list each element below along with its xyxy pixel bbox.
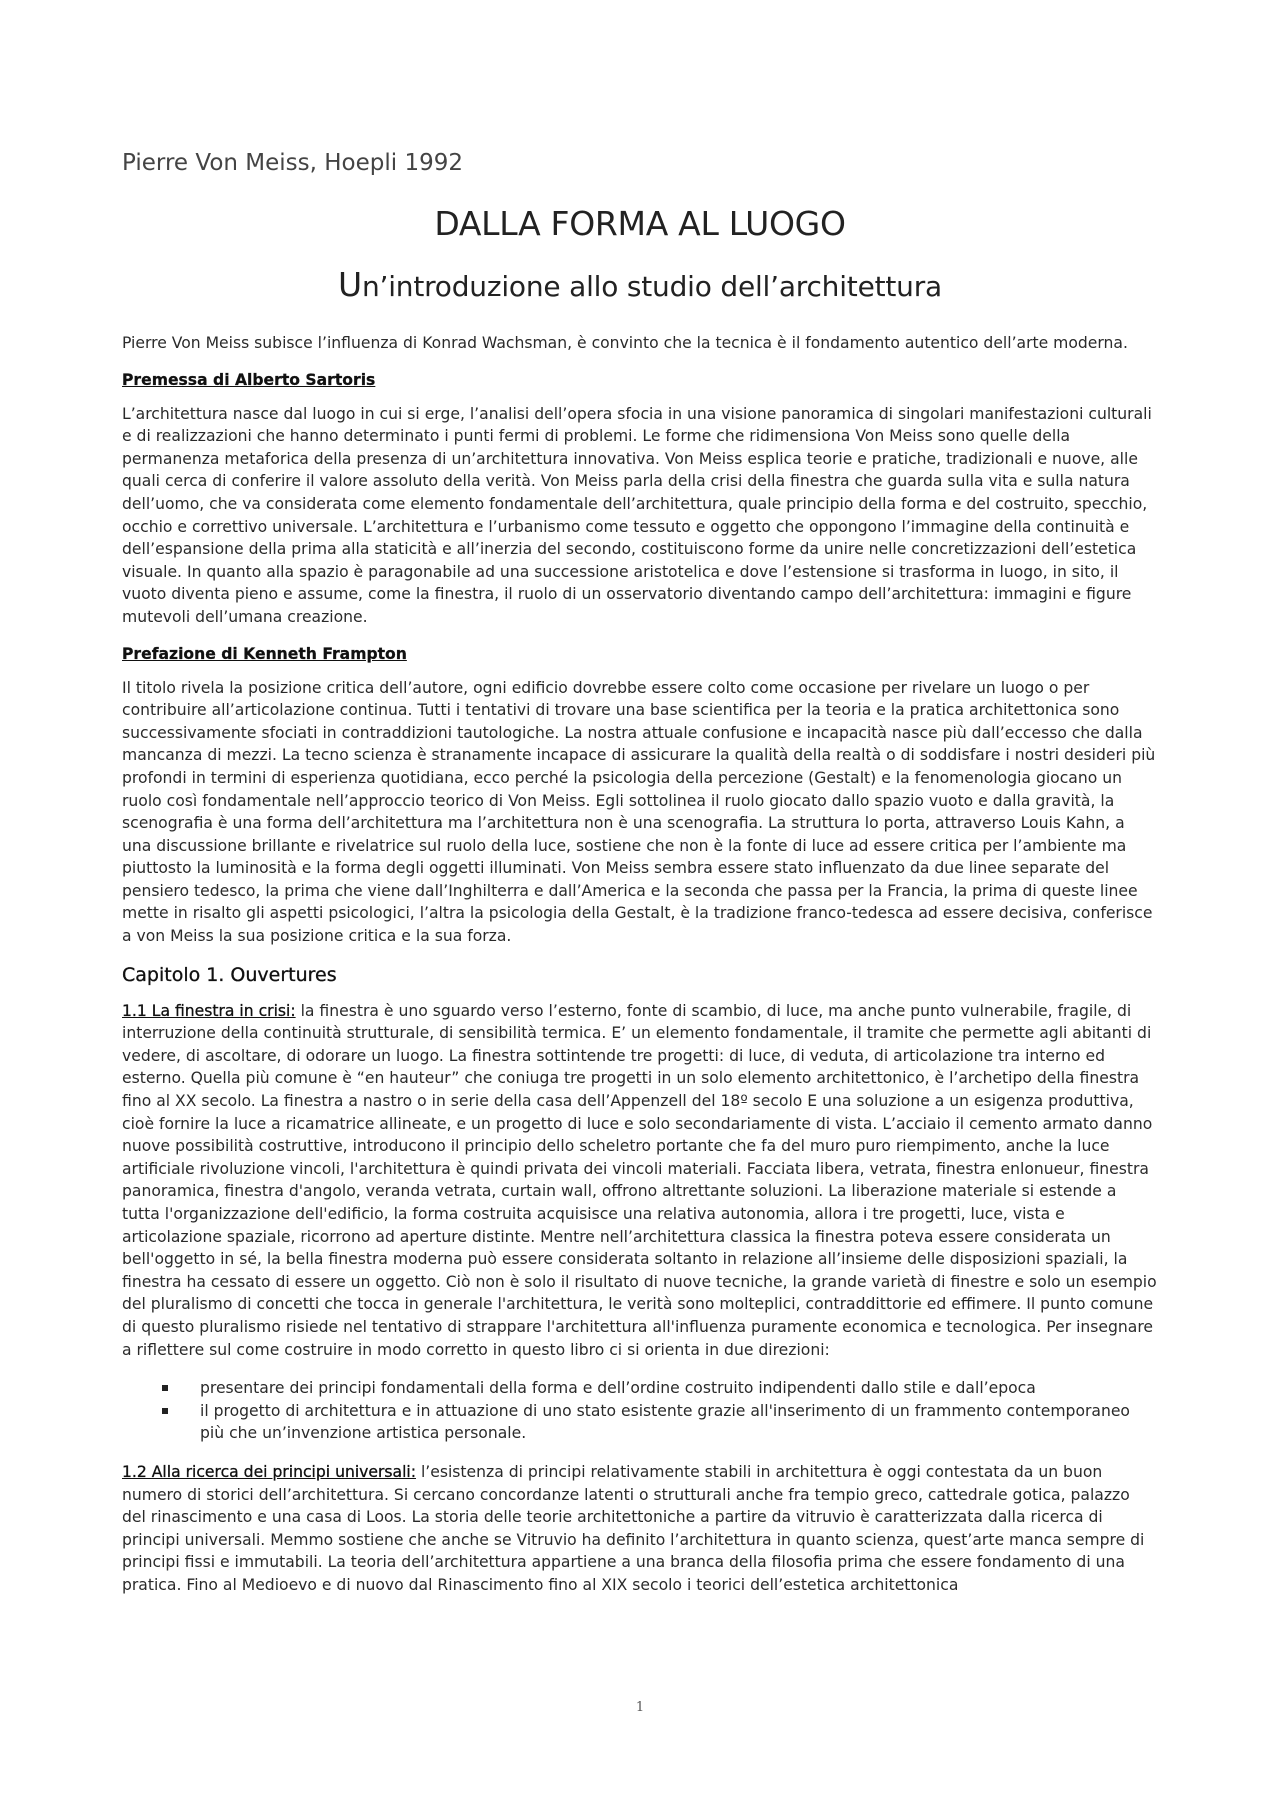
- bullet-item: [122, 1400, 1158, 1445]
- page-number: 1: [635, 1700, 645, 1715]
- document-title: DALLA FORMA AL LUOGO: [434, 204, 846, 243]
- bullet-item: [122, 1377, 1158, 1400]
- section-1-2-text: l’esistenza di principi relativamente stabili in architettura è oggi contestata da un buon numero di storici dell’architettura. Si cercano concordanze latenti o strutturali anche fra tempio greco, cattedrale gotica, palazzo del rinascimento e una casa di Loos. La storia delle teorie architettoniche a partire da vitruvio è caratterizzata dalla ricerca di principi universali. Memmo sostiene che anche se Vitruvio ha definito l’architettura in quanto scienza, quest’arte manca sempre di principi fissi e immutabili. La teoria dell’architettura appartiene a una branca della filosofia prima che essere fondamento di una pratica. Fino al Medioevo e di nuovo dal Rinascimento fino al XIX secolo i teorici dell’estetica architettonica: [122, 1462, 1145, 1594]
- premessa-paragraph: L’architettura nasce dal luogo in cui si erge, l’analisi dell’opera sfocia in una visione panoramica di singolari manifestazioni culturali e di realizzazioni che hanno determinato i punti fermi di problemi. Le forme che ridimensiona Von Meiss sono quelle della permanenza metaforica della presenza di un’architettura innovativa. Von Meiss esplica teorie e pratiche, tradizionali e nuove, alle quali cerca di conferire il valore assoluto della verità. Von Meiss parla della crisi della finestra che guarda sulla vita e sulla natura dell’uomo, che va considerata come elemento fondamentale dell’architettura, quale principio della forma e del costruito, specchio, occhio e correttivo universale. L’architettura e l’urbanismo come tessuto e oggetto che oppongono l’immagine della continuità e dell’espansione della prima alla staticità e all’inerzia del secondo, costituiscono forme da unire nelle concretizzazioni dell’estetica visuale. In quanto alla spazio è paragonabile ad una successione aristotelica e dove l’estensione si trasforma in luogo, in sito, il vuoto diventa pieno e assume, come la finestra, il ruolo di un osservatorio diventando campo dell’architettura: immagini e figure mutevoli dell’umana creazione.: [122, 404, 1152, 626]
- bullet-square-icon: [162, 1385, 168, 1391]
- author-line: Pierre Von Meiss, Hoepli 1992: [122, 150, 463, 176]
- premessa-heading-text: Premessa di Alberto Sartoris: [122, 370, 376, 389]
- section-1-1-text: la finestra è uno sguardo verso l’esterno, fonte di scambio, di luce, ma anche punto vulnerabile, fragile, di interruzione della continuità strutturale, di sensibilità termica. E’ un elemento fondamentale, il tramite che permette agli abitanti di vedere, di ascoltare, di odorare un luogo. La finestra sottintende tre progetti: di luce, di veduta, di articolazione tra interno ed esterno. Quella più comune è “en hauteur” che coniuga tre progetti in un solo elemento architettonico, è l’archetipo della finestra fino al XX secolo. La finestra a nastro o in serie della casa dell’Appenzell del 18º secolo E una soluzione a un esigenza produttiva, cioè fornire la luce a ricamatrice allineate, e un progetto di luce e solo secondariamente di vista. L’acciaio il cemento armato danno nuove possibilità costruttive, introducono il principio dello scheletro portante che fa del muro puro riempimento, anche la luce artificiale rivoluzione vincoli, l'architettura è quindi privata dei vincoli materiali. Facciata libera, vetrata, finestra enlonueur, finestra panoramica, finestra d'angolo, veranda vetrata, curtain wall, offrono altrettante soluzioni. La liberazione materiale si estende a tutta l'organizzazione dell'edificio, la forma costruita acquisisce una relativa autonomia, allora i tre progetti, luce, vista e articolazione spaziale, ricorrono ad aperture distinte. Mentre nell’architettura classica la finestra poteva essere considerata un bell'oggetto in sé, la bella finestra moderna può essere considerata soltanto in relazione all’insieme delle disposizioni spaziali, la finestra ha cessato di essere un oggetto. Ciò non è solo il risultato di nuove tecniche, la grande varietà di finestre e solo un esempio del pluralismo di concetti che tocca in generale l'architettura, le verità sono molteplici, contraddittorie ed effimere. Il punto comune di questo pluralismo risiede nel tentativo di strappare l'architettura all'influenza puramente economica e tecnologica. Per insegnare a riflettere sul come costruire in modo corretto in questo libro ci si orienta in due direzioni:: [122, 1001, 1157, 1359]
- bullet-text: presentare dei principi fondamentali della forma e dell’ordine costruito indipendenti dallo stile e dall’epoca: [200, 1379, 1036, 1398]
- bullet-text: il progetto di architettura e in attuazione di uno stato esistente grazie all'inserimento di un frammento contemporaneo più che un’invenzione artistica personale.: [200, 1401, 1130, 1443]
- document-subtitle: [122, 265, 1158, 304]
- prefazione-paragraph: Il titolo rivela la posizione critica dell’autore, ogni edificio dovrebbe essere colto come occasione per rivelare un luogo o per contribuire all’articolazione continua. Tutti i tentativi di trovare una base scientifica per la teoria e la pratica architettonica sono successivamente sfociati in contraddizioni tautologiche. La nostra attuale confusione e incapacità nasce più dall’eccesso che dalla mancanza di mezzi. La tecno scienza è stranamente incapace di assicurare la qualità della realtà o di soddisfare i nostri desideri più profondi in termini di esperienza quotidiana, ecco perché la psicologia della percezione (Gestalt) e la fenomenologia giocano un ruolo così fondamentale nell’approccio teorico di Von Meiss. Egli sottolinea il ruolo giocato dallo spazio vuoto e dalla gravità, la scenografia è una forma dell’architettura ma l’architettura non è una scenografia. La struttura lo porta, attraverso Louis Kahn, a una discussione brillante e rivelatrice sul ruolo della luce, sostiene che non è la fonte di luce ad essere critica per l’ambiente ma piuttosto la luminosità e la forma degli oggetti illuminati. Von Meiss sembra essere stato influenzato da due linee separate del pensiero tedesco, la prima che viene dall’Inghilterra e dall’America e la seconda che passa per la Francia, la prima di queste linee mette in risalto gli aspetti psicologici, l’altra la psicologia della Gestalt, è la tradizione franco-tedesca ad essere decisiva, conferisce a von Meiss la sua posizione critica e la sua forza.: [122, 678, 1156, 946]
- prefazione-heading-text: Prefazione di Kenneth Frampton: [122, 644, 407, 663]
- page-content: [122, 150, 1158, 1613]
- intro-paragraph: Pierre Von Meiss subisce l’influenza di Konrad Wachsman, è convinto che la tecnica è il fondamento autentico dell’arte moderna.: [122, 334, 1128, 352]
- chapter-heading: Capitolo 1. Ouvertures: [122, 963, 337, 986]
- bullet-list: [122, 1377, 1158, 1445]
- subtitle-initial: U: [337, 265, 362, 304]
- section-1-1-lead: 1.1 La finestra in crisi:: [122, 1001, 296, 1020]
- bullet-square-icon: [162, 1408, 168, 1414]
- subtitle-rest: n’introduzione allo studio dell’architettura: [361, 270, 942, 303]
- section-1-1-paragraph: [122, 1000, 1158, 1362]
- section-1-2-lead: 1.2 Alla ricerca dei principi universali:: [122, 1462, 416, 1481]
- prefazione-heading: [122, 645, 1158, 663]
- premessa-heading: [122, 371, 1158, 389]
- section-1-2-paragraph: [122, 1461, 1158, 1597]
